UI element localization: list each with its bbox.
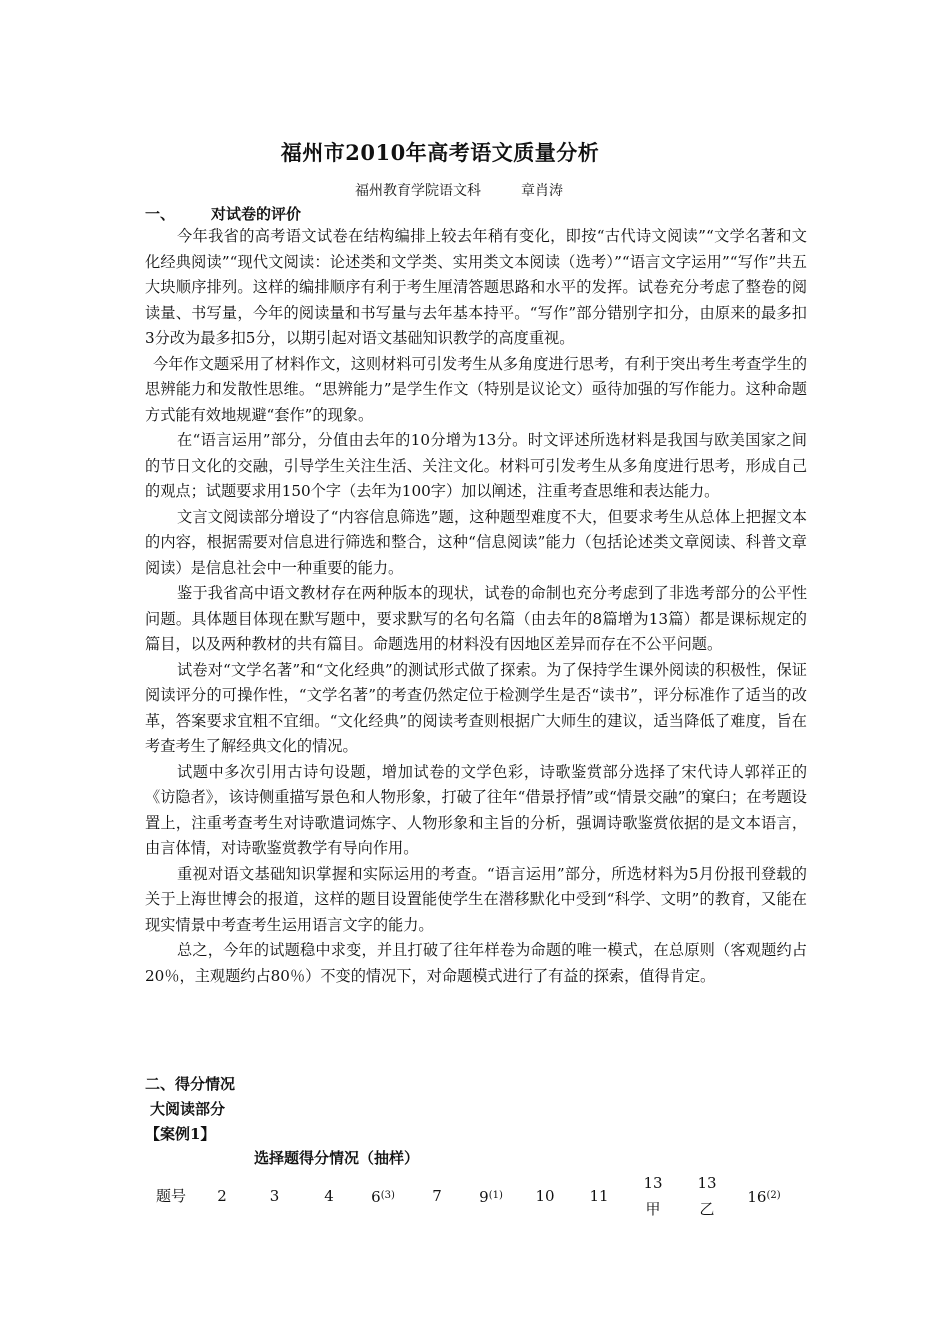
section-1-body	[145, 224, 807, 989]
table-header-row	[145, 1170, 794, 1222]
table-cell: 7	[432, 1187, 442, 1205]
table-title: 选择题得分情况（抽样）	[254, 1149, 420, 1167]
table-cell: 题号	[155, 1187, 186, 1205]
section-1-number: 一、	[145, 205, 176, 223]
author-name: 章肖涛	[521, 183, 563, 199]
section-2-subheading: 大阅读部分	[150, 1100, 226, 1118]
document-title: 福州市2010年高考语文质量分析	[280, 140, 600, 165]
paragraph: 今年我省的高考语文试卷在结构编排上较去年稍有变化，即按“古代诗文阅读”“文学名著和文化经典阅读”“现代文阅读：论述类和文学类、实用类文本阅读（选考）”“语言文字运用”“写作”共五大块顺序排列。这样的编排顺序有利于考生厘清答题思路和水平的发挥。试卷充分考虑了整卷的阅读量、书写量，今年的阅读量和书写量与去年基本持平。“写作”部分错别字扣分，由原来的最多扣3分改为最多扣5分，以期引起对语文基础知识教学的高度重视。	[145, 227, 807, 347]
table-cell: 13 甲	[643, 1174, 663, 1218]
score-table	[145, 1170, 794, 1222]
table-cell: 4	[324, 1187, 334, 1205]
table-cell: 11	[589, 1187, 609, 1205]
paragraph: 试题中多次引用古诗句设题，增加试卷的文学色彩，诗歌鉴赏部分选择了宋代诗人郭祥正的《访隐者》，该诗侧重描写景色和人物形象，打破了往年“借景抒情”或“情景交融”的窠臼；在考题设置上，注重考查考生对诗歌遣词炼字、人物形象和主旨的分析，强调诗歌鉴赏依据的是文本语言，由言体情，对诗歌鉴赏教学有导向作用。	[145, 762, 807, 857]
paragraph: 重视对语文基础知识掌握和实际运用的考查。“语言运用”部分，所选材料为5月份报刊登载的关于上海世博会的报道，这样的题目设置能使学生在潜移默化中受到“科学、文明”的教育，又能在现实情景中考查考生运用语言文字的能力。	[145, 864, 807, 934]
paragraph: 鉴于我省高中语文教材存在两种版本的现状，试卷的命制也充分考虑到了非选考部分的公平性问题。具体题目体现在默写题中，要求默写的名句名篇（由去年的8篇增为13篇）都是课标规定的篇目，以及两种教材的共有篇目。命题选用的材料没有因地区差异而存在不公平问题。	[145, 584, 807, 653]
section-2-headings	[145, 1072, 235, 1147]
section-1-heading	[145, 203, 301, 224]
paragraph: 总之，今年的试题稳中求变，并且打破了往年样卷为命题的唯一模式，在总原则（客观题约占20％，主观题约占80％）不变的情况下，对命题模式进行了有益的探索，值得肯定。	[145, 941, 807, 985]
paragraph: 文言文阅读部分增设了“内容信息筛选”题，这种题型难度不大，但要求考生从总体上把握文本的内容，根据需要对信息进行筛选和整合，这种“信息阅读”能力（包括论述类文章阅读、科普文章阅读）是信息社会中一种重要的能力。	[145, 507, 807, 577]
case-label: 【案例1】	[145, 1125, 216, 1143]
table-cell: 3	[269, 1187, 280, 1205]
table-cell: 13 乙	[697, 1174, 717, 1218]
section-2-heading: 二、得分情况	[145, 1075, 236, 1093]
paragraph: 试卷对“文学名著”和“文化经典”的测试形式做了探索。为了保持学生课外阅读的积极性，保证阅读评分的可操作性，“文学名著”的考查仍然定位于检测学生是否“读书”，评分标准作了适当的改革，答案要求宜粗不宜细。“文化经典”的阅读考查则根据广大师生的建议，适当降低了难度，旨在考查考生了解经典文化的情况。	[145, 660, 807, 755]
author-organization: 福州教育学院语文科	[355, 183, 481, 199]
table-cell: 2	[217, 1187, 227, 1205]
table-cell: 10	[535, 1187, 555, 1205]
paragraph: 今年作文题采用了材料作文，这则材料可引发考生从多角度进行思考，有利于突出考生考查学生的思辨能力和发散性思维。“思辨能力”是学生作文（特别是议论文）亟待加强的写作能力。这种命题方式能有效地规避“套作”的现象。	[145, 354, 807, 424]
paragraph: 在“语言运用”部分，分值由去年的10分增为13分。时文评述所选材料是我国与欧美国家之间的节日文化的交融，引导学生关注生活、关注文化。材料可引发考生从多角度进行思考，形成自己的观点；试题要求用150个字（去年为100字）加以阐述，注重考查思维和表达能力。	[145, 431, 807, 500]
section-1-title: 对试卷的评价	[211, 205, 302, 223]
table-cell: 6$^{(3)}$	[371, 1187, 395, 1206]
table-cell: 16$^{(2)}$	[747, 1187, 781, 1206]
table-cell: 9$^{(1)}$	[479, 1187, 503, 1206]
author-line	[355, 180, 563, 200]
